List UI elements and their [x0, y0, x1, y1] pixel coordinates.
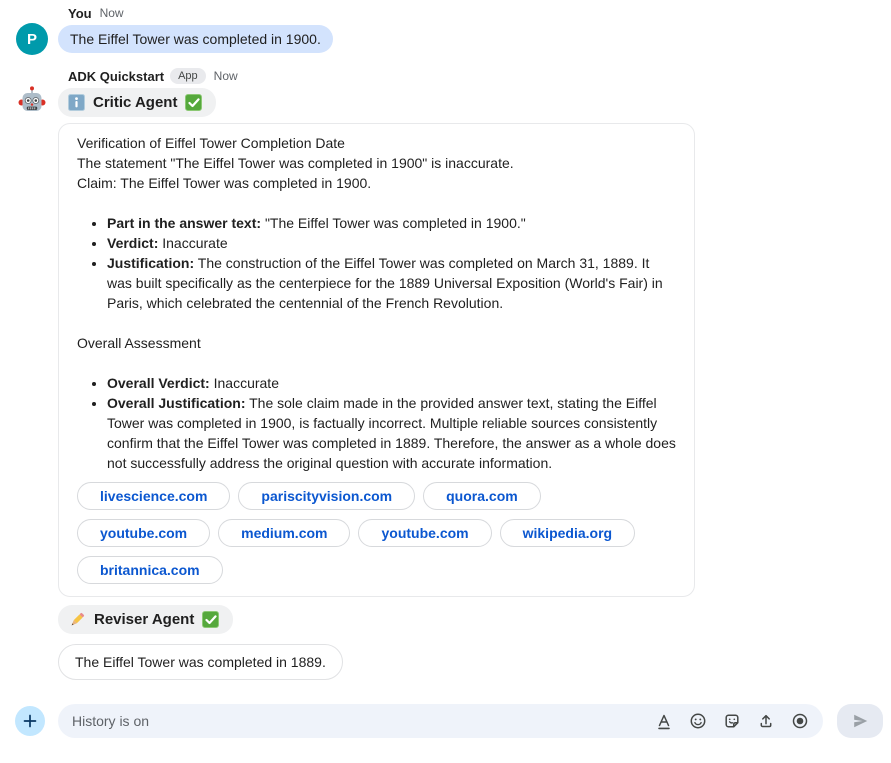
info-icon — [68, 94, 85, 111]
bullet-text: Inaccurate — [213, 375, 279, 391]
timestamp: Now — [213, 69, 238, 83]
reviser-agent-label: Reviser Agent — [94, 611, 195, 628]
bullet-label: Overall Justification: — [107, 395, 246, 411]
bullet-part — [107, 213, 676, 233]
user-message-text: The Eiffel Tower was completed in 1900. — [70, 31, 321, 47]
source-chip[interactable]: livescience.com — [77, 482, 230, 510]
app-avatar[interactable] — [16, 85, 48, 117]
source-chip[interactable]: medium.com — [218, 519, 350, 547]
user-message-header — [58, 4, 333, 22]
section-title: Overall Assessment — [77, 335, 201, 351]
source-chip[interactable]: youtube.com — [77, 519, 210, 547]
critic-agent-label: Critic Agent — [93, 94, 178, 111]
sticker-icon[interactable] — [723, 712, 741, 730]
bullet-label: Part in the answer text: — [107, 215, 262, 231]
record-icon[interactable] — [791, 712, 809, 730]
emoji-icon[interactable] — [689, 712, 707, 730]
message-input[interactable] — [58, 704, 823, 738]
reviser-agent-pill — [58, 605, 233, 634]
bullet-overall-verdict — [107, 373, 676, 393]
check-mark-icon — [202, 611, 219, 628]
bullet-text: The sole claim made in the provided answer text, stating the Eiffel Tower was completed in 1900, is factually incorrect. Multiple reliable sources consistently confirm that the Eiffel Tower was completed in 1889. Therefore, the answer as a whole does not successfully address the original question with accurate information. — [107, 395, 676, 471]
reviser-message-text: The Eiffel Tower was completed in 1889. — [75, 654, 326, 670]
bullet-text: Inaccurate — [162, 235, 228, 251]
upload-icon[interactable] — [757, 712, 775, 730]
source-chip[interactable]: britannica.com — [77, 556, 223, 584]
source-chip[interactable]: quora.com — [423, 482, 541, 510]
app-badge: App — [170, 68, 206, 84]
user-message-bubble — [58, 25, 333, 53]
bullet-label: Verdict: — [107, 235, 159, 251]
bullet-label: Overall Verdict: — [107, 375, 210, 391]
add-icon — [22, 713, 38, 729]
text-format-icon[interactable] — [655, 712, 673, 730]
bullet-text: The construction of the Eiffel Tower was completed on March 31, 1889. It was built specifically as the centerpiece for the 1889 Universal Exposition (World's Fair) in Paris, which celebrated the centennial of the French Revolution. — [107, 255, 663, 311]
sender-name: You — [68, 5, 92, 21]
critic-agent-pill — [58, 88, 216, 117]
timestamp: Now — [99, 6, 124, 20]
add-button[interactable] — [15, 706, 45, 736]
claim-bullet-list — [77, 213, 676, 313]
source-chip[interactable]: youtube.com — [358, 519, 491, 547]
card-statement: The statement "The Eiffel Tower was completed in 1900" is inaccurate. — [77, 155, 514, 171]
message-composer — [0, 704, 891, 738]
bullet-verdict — [107, 233, 676, 253]
source-chip[interactable]: pariscityvision.com — [238, 482, 415, 510]
verification-card — [58, 123, 695, 597]
card-claim: Claim: The Eiffel Tower was completed in 1900. — [77, 175, 372, 191]
app-message-row — [0, 67, 891, 680]
bullet-text: "The Eiffel Tower was completed in 1900." — [264, 215, 526, 231]
composer-icons — [655, 712, 809, 730]
pencil-icon — [68, 611, 86, 629]
user-message-row — [0, 4, 891, 55]
bullet-justification — [107, 253, 676, 313]
bullet-overall-justification — [107, 393, 676, 473]
app-message-header — [58, 67, 695, 85]
bullet-label: Justification: — [107, 255, 195, 271]
input-placeholder: History is on — [72, 713, 150, 729]
robot-icon — [16, 85, 48, 117]
send-icon — [851, 712, 869, 730]
app-sender-name: ADK Quickstart — [68, 68, 165, 84]
overall-bullet-list — [77, 373, 676, 473]
source-chip[interactable]: wikipedia.org — [500, 519, 635, 547]
card-title: Verification of Eiffel Tower Completion Date — [77, 135, 345, 151]
send-button[interactable] — [837, 704, 883, 738]
check-mark-icon — [185, 94, 202, 111]
user-avatar[interactable]: P — [16, 23, 48, 55]
source-chip-list — [77, 482, 676, 584]
reviser-message-bubble — [58, 644, 343, 680]
